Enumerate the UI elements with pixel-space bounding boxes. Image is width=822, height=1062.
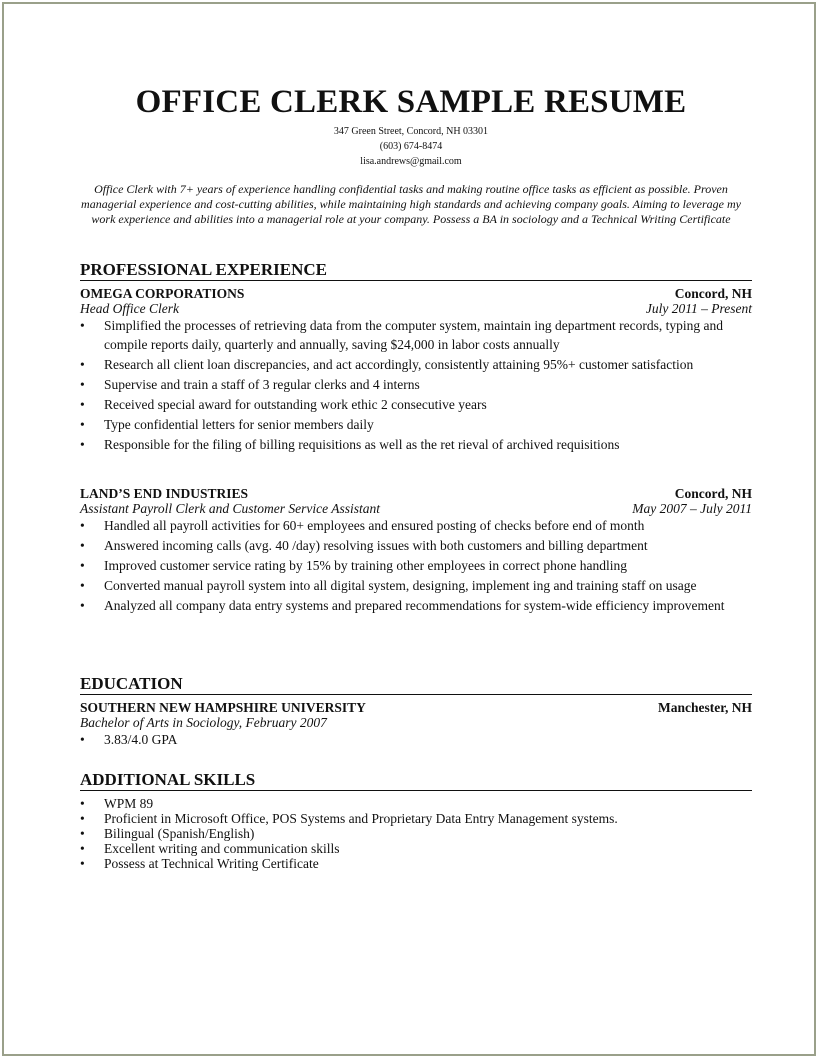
job-1-company: OMEGA CORPORATIONS [80, 286, 245, 301]
education-header [80, 700, 752, 716]
job-2-dates: May 2007 – July 2011 [632, 501, 752, 516]
list-item: • Handled all payroll activities for 60+ employees and ensured posting of checks before end of month [80, 516, 740, 535]
job-1-location: Concord, NH [674, 286, 752, 301]
list-item: • Supervise and train a staff of 3 regular clerks and 4 interns [80, 375, 740, 394]
job-2-header [80, 486, 752, 502]
education-location: Manchester, NH [658, 700, 752, 715]
resume-title: OFFICE CLERK SAMPLE RESUME [135, 84, 687, 120]
list-item: • WPM 89 [80, 796, 740, 811]
contact-email: lisa.andrews@gmail.com [360, 156, 462, 167]
job-1-role: Head Office Clerk [80, 301, 179, 316]
list-item: • Answered incoming calls (avg. 40 /day) resolving issues with both customers and billing department [80, 536, 740, 555]
list-item: • Responsible for the filing of billing requisitions as well as the ret rieval of archived requisitions [80, 435, 740, 454]
list-item: • Received special award for outstanding work ethic 2 consecutive years [80, 395, 740, 414]
skills-bullets [80, 796, 740, 871]
list-item: • Analyzed all company data entry systems and prepared recommendations for system-wide efficiency improvement [80, 596, 740, 615]
list-item: • Possess at Technical Writing Certificate [80, 856, 740, 871]
job-1-header [80, 286, 752, 302]
job-1-bullets [80, 316, 740, 455]
job-2-subheader [80, 501, 752, 517]
contact-address: 347 Green Street, Concord, NH 03301 [333, 126, 489, 137]
list-item: • Proficient in Microsoft Office, POS Systems and Proprietary Data Entry Management systems. [80, 811, 740, 826]
list-item: • 3.83/4.0 GPA [80, 732, 740, 747]
job-1-dates: July 2011 – Present [645, 301, 752, 316]
list-item: • Converted manual payroll system into all digital system, designing, implement ing and training staff on usage [80, 576, 740, 595]
list-item: • Type confidential letters for senior members daily [80, 415, 740, 434]
job-1-subheader [80, 301, 752, 317]
education-school: SOUTHERN NEW HAMPSHIRE UNIVERSITY [80, 700, 366, 715]
job-2-bullets [80, 516, 740, 616]
job-2-location: Concord, NH [674, 486, 752, 501]
education-degree: Bachelor of Arts in Sociology, February 2007 [80, 715, 327, 730]
list-item: • Research all client loan discrepancies, and act accordingly, consistently attaining 95%+ customer satisfaction [80, 355, 740, 374]
list-item: • Bilingual (Spanish/English) [80, 826, 740, 841]
job-2-company: LAND’S END INDUSTRIES [80, 486, 249, 501]
education-subheader [80, 715, 752, 731]
list-item: • Excellent writing and communication skills [80, 841, 740, 856]
education-bullets [80, 732, 740, 747]
contact-phone: (603) 674-8474 [379, 141, 443, 152]
list-item: • Improved customer service rating by 15% by training other employees in correct phone handling [80, 556, 740, 575]
list-item: • Simplified the processes of retrieving data from the computer system, maintain ing department records, typing and compile reports daily, quarterly and annually, saving $24,000 in labor costs annually [80, 316, 740, 354]
skills-heading: ADDITIONAL SKILLS [80, 770, 752, 791]
experience-heading: PROFESSIONAL EXPERIENCE [80, 260, 752, 281]
job-2-role: Assistant Payroll Clerk and Customer Service Assistant [80, 501, 380, 516]
summary-paragraph: Office Clerk with 7+ years of experience handling confidential tasks and making routine office tasks as efficient as possible. Proven managerial experience and cost-cutting abilities, while maintaining high standards and achieving company goals. Aiming to leverage my work experience and abilities into a managerial role at your company. Possess a BA in sociology and a Technical Writing Certificate [81, 182, 741, 226]
education-heading: EDUCATION [80, 674, 752, 695]
